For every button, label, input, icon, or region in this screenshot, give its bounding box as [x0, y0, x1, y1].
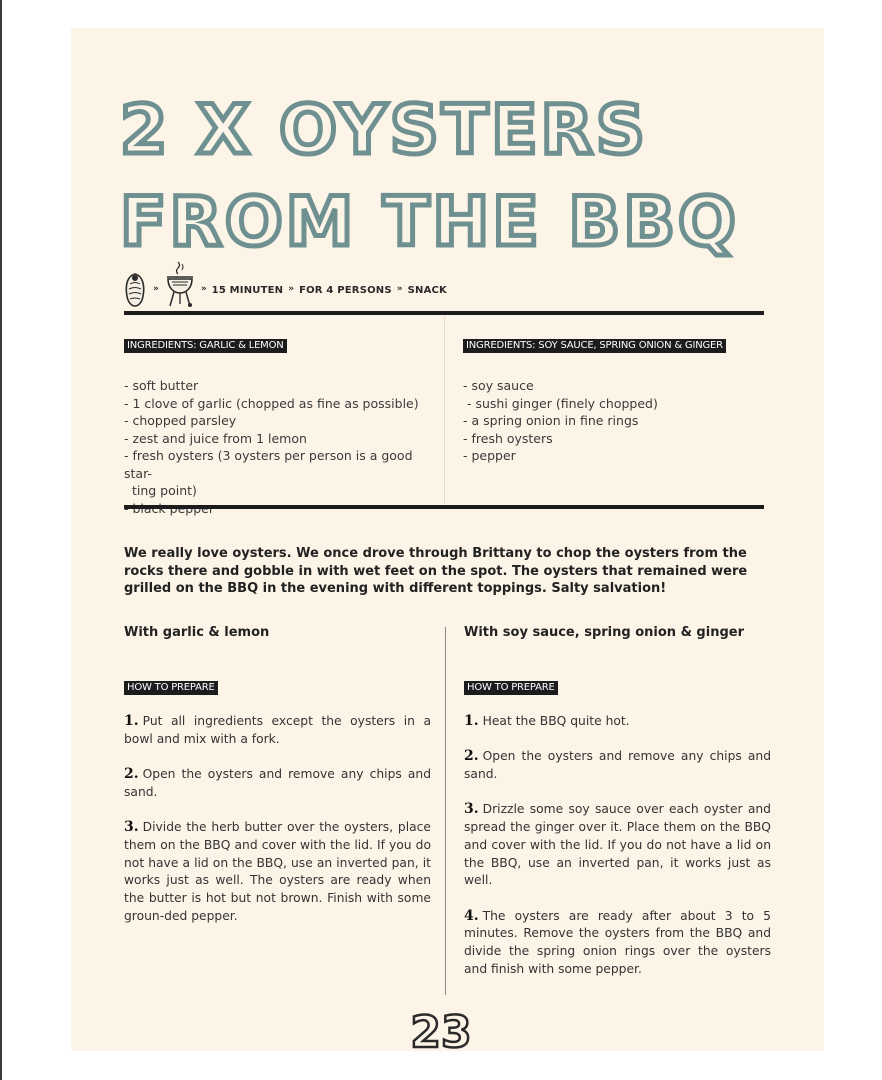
step-text: Divide the herb butter over the oysters, place them on the BBQ and cover with the lid. If you do not have a lid on the BBQ, use an inverted pan, it works just as well. The oysters are ready when the butter is hot but not brown. Finish with some groun-ded pepper.	[124, 820, 431, 923]
preparation-garlic-lemon	[124, 624, 431, 943]
recipe-intro: We really love oysters. We once drove through Brittany to chop the oysters from the rocks there and gobble in with wet feet on the spot. The oysters that remained were grilled on the BBQ in the evening with different toppings. Salty salvation!	[124, 546, 748, 596]
recipe-title	[120, 85, 739, 269]
recipe-meta-bar	[122, 258, 447, 308]
meta-servings: FOR 4 PERSONS	[299, 285, 392, 296]
ingredient-item: - fresh oysters (3 oysters per person is a good star-	[124, 448, 413, 481]
ingredients-bottom-rule	[124, 505, 764, 509]
ingredients-heading: INGREDIENTS: GARLIC & LEMON	[124, 339, 287, 353]
ingredient-item: - pepper	[463, 448, 516, 463]
ingredient-item: - soy sauce	[463, 378, 534, 393]
ingredients-column-divider	[444, 316, 445, 504]
how-to-prepare-tag: HOW TO PREPARE	[464, 681, 558, 695]
preparation-heading: With garlic & lemon	[124, 625, 270, 640]
preparation-step	[124, 766, 431, 801]
meta-separator: »	[396, 284, 403, 294]
step-number: 3.	[124, 819, 139, 836]
ingredients-garlic-lemon	[124, 333, 434, 517]
ingredients-list	[463, 377, 768, 465]
preparation-column-divider	[445, 627, 446, 995]
step-number: 1.	[464, 713, 479, 729]
preparation-steps	[464, 713, 771, 979]
recipe-title-line-1: 2 X OYSTERS	[120, 91, 648, 170]
oyster-icon	[122, 270, 148, 308]
preparation-step	[124, 819, 431, 925]
preparation-step	[464, 748, 771, 783]
ingredient-item: - a spring onion in fine rings	[463, 413, 639, 428]
ingredient-item: ting point)	[124, 483, 197, 498]
ingredient-item: - soft butter	[124, 378, 199, 393]
step-number: 4.	[464, 907, 479, 924]
preparation-step	[464, 801, 771, 890]
ingredient-item: - fresh oysters	[463, 430, 553, 446]
ingredient-item: - sushi ginger (finely chopped)	[463, 395, 658, 411]
preparation-heading: With soy sauce, spring onion & ginger	[464, 625, 744, 640]
page-number: 23	[410, 1007, 472, 1058]
viewer-left-border	[0, 0, 2, 1080]
step-number: 3.	[464, 801, 479, 818]
step-text: Open the oysters and remove any chips and sand.	[464, 749, 771, 782]
step-number: 2.	[124, 766, 139, 783]
ingredient-item: - chopped parsley	[124, 413, 237, 428]
preparation-steps	[124, 713, 431, 925]
step-number: 1.	[124, 713, 139, 729]
preparation-step	[464, 908, 771, 979]
bbq-grill-icon	[164, 260, 196, 308]
ingredients-top-rule	[124, 311, 764, 315]
step-text: Open the oysters and remove any chips and sand.	[124, 767, 431, 799]
meta-separator: »	[288, 284, 295, 294]
ingredients-list	[124, 377, 434, 517]
step-text: Drizzle some soy sauce over each oyster and spread the ginger over it. Place them on the BBQ and cover with the lid. If you do not have a lid on the BBQ, use an inverted pan, it works just as well.	[464, 802, 771, 888]
meta-duration: 15 MINUTEN	[211, 285, 284, 296]
how-to-prepare-tag: HOW TO PREPARE	[124, 681, 218, 695]
step-text: The oysters are ready after about 3 to 5 minutes. Remove the oysters from the BBQ and divide the spring onion rings over the oysters and finish with some pepper.	[464, 908, 771, 976]
recipe-title-line-2: FROM THE BBQ	[120, 183, 739, 262]
meta-separator: »	[153, 284, 159, 294]
meta-category: SNACK	[407, 285, 448, 296]
ingredients-heading: INGREDIENTS: SOY SAUCE, SPRING ONION & GINGER	[463, 339, 726, 353]
step-text: Heat the BBQ quite hot.	[482, 714, 630, 728]
preparation-step	[124, 713, 431, 748]
meta-separator: »	[200, 284, 207, 294]
preparation-soy-ginger	[464, 624, 771, 996]
ingredients-soy-ginger	[463, 333, 768, 465]
preparation-step	[464, 713, 771, 731]
ingredient-item: - 1 clove of garlic (chopped as fine as possible)	[124, 395, 419, 411]
step-text: Put all ingredients except the oysters in a bowl and mix with a fork.	[124, 714, 431, 746]
step-number: 2.	[464, 748, 479, 765]
ingredient-item: - zest and juice from 1 lemon	[124, 430, 307, 446]
